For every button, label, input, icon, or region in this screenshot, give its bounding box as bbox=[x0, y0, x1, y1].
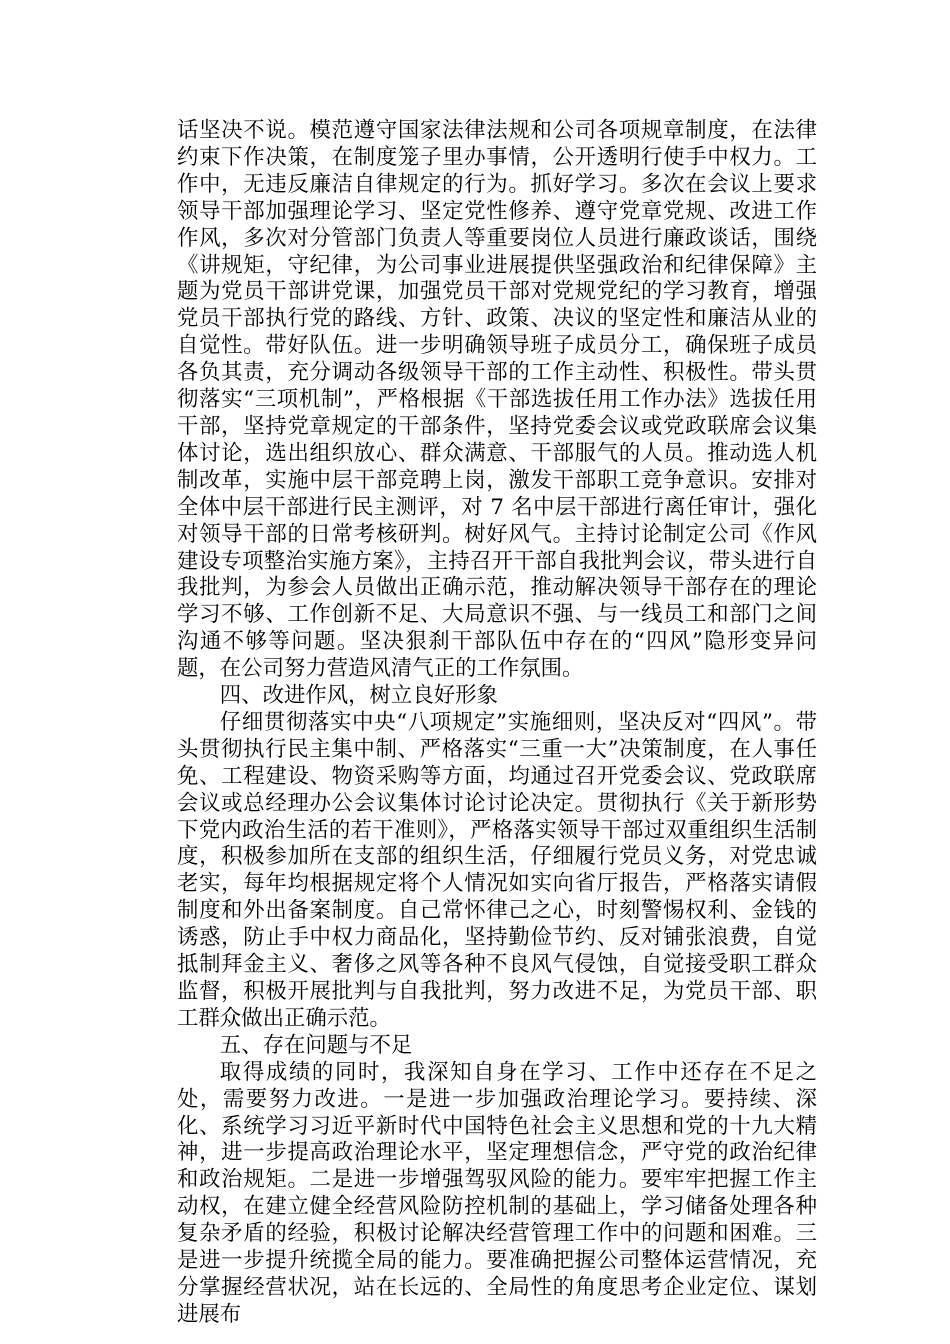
document-page bbox=[177, 118, 817, 1329]
body-paragraph-1: 话坚决不说。模范遵守国家法律法规和公司各项规章制度，在法律约束下作决策，在制度笼子里办事情，公开透明行使手中权力。工作中，无违反廉洁自律规定的行为。抓好学习。多次在会议上要求领导干部加强理论学习、坚定党性修养、遵守党章党规、改进工作作风，多次对分管部门负责人等重要岗位人员进行廉政谈话，围绕《讲规矩，守纪律，为公司事业进展提供坚强政治和纪律保障》主题为党员干部讲党课，加强党员干部对党规党纪的学习教育，增强党员干部执行党的路线、方针、政策、决议的坚定性和廉洁从业的自觉性。带好队伍。进一步明确领导班子成员分工，确保班子成员各负其责，充分调动各级领导干部的工作主动性、积极性。带头贯彻落实“三项机制”，严格根据《干部选拔任用工作办法》选拔任用干部，坚持党章规定的干部条件，坚持党委会议或党政联席会议集体讨论，选出组织放心、群众满意、干部服气的人员。推动选人机制改革，实施中层干部竞聘上岗，激发干部职工竞争意识。安排对全体中层干部进行民主测评，对 7 名中层干部进行离任审计，强化对领导干部的日常考核研判。树好风气。主持讨论制定公司《作风建设专项整治实施方案》，主持召开干部自我批判会议，带头进行自我批判，为参会人员做出正确示范，推动解决领导干部存在的理论学习不够、工作创新不足、大局意识不强、与一线员工和部门之间沟通不够等问题。坚决狠刹干部队伍中存在的“四风”隐形变异问题，在公司努力营造风清气正的工作氛围。 bbox=[177, 118, 817, 682]
section-heading-5: 五、存在问题与不足 bbox=[219, 1032, 413, 1058]
body-paragraph-3: 取得成绩的同时，我深知自身在学习、工作中还存在不足之处，需要努力改进。一是进一步加强政治理论学习。要持续、深化、系统学习习近平新时代中国特色社会主义思想和党的十九大精神，进一步提高政治理论水平，坚定理想信念，严守党的政治纪律和政治规矩。二是进一步增强驾驭风险的能力。要牢牢把握工作主动权，在建立健全经营风险防控机制的基础上，学习储备处理各种复杂矛盾的经验，积极讨论解决经营管理工作中的问题和困难。三是进一步提升统揽全局的能力。要准确把握公司整体运营情况，充分掌握经营状况，站在长远的、全局性的角度思考企业定位、谋划进展布 bbox=[177, 1059, 817, 1327]
body-paragraph-2: 仔细贯彻落实中央“八项规定”实施细则，坚决反对“四风”。带头贯彻执行民主集中制、严格落实“三重一大”决策制度，在人事任免、工程建设、物资采购等方面，均通过召开党委会议、党政联席会议或总经理办公会议集体讨论讨论决定。贯彻执行《关于新形势下党内政治生活的若干准则》，严格落实领导干部过双重组织生活制度，积极参加所在支部的组织生活，仔细履行党员义务，对党忠诚老实，每年均根据规定将个人情况如实向省厅报告，严格落实请假制度和外出备案制度。自己常怀律己之心，时刻警惕权利、金钱的诱惑，防止手中权力商品化，坚持勤俭节约、反对铺张浪费，自觉抵制拜金主义、奢侈之风等各种不良风气侵蚀，自觉接受职工群众监督，积极开展批判与自我批判，努力改进不足，为党员干部、职工群众做出正确示范。 bbox=[177, 709, 817, 1031]
section-heading-4: 四、改进作风，树立良好形象 bbox=[219, 683, 498, 709]
